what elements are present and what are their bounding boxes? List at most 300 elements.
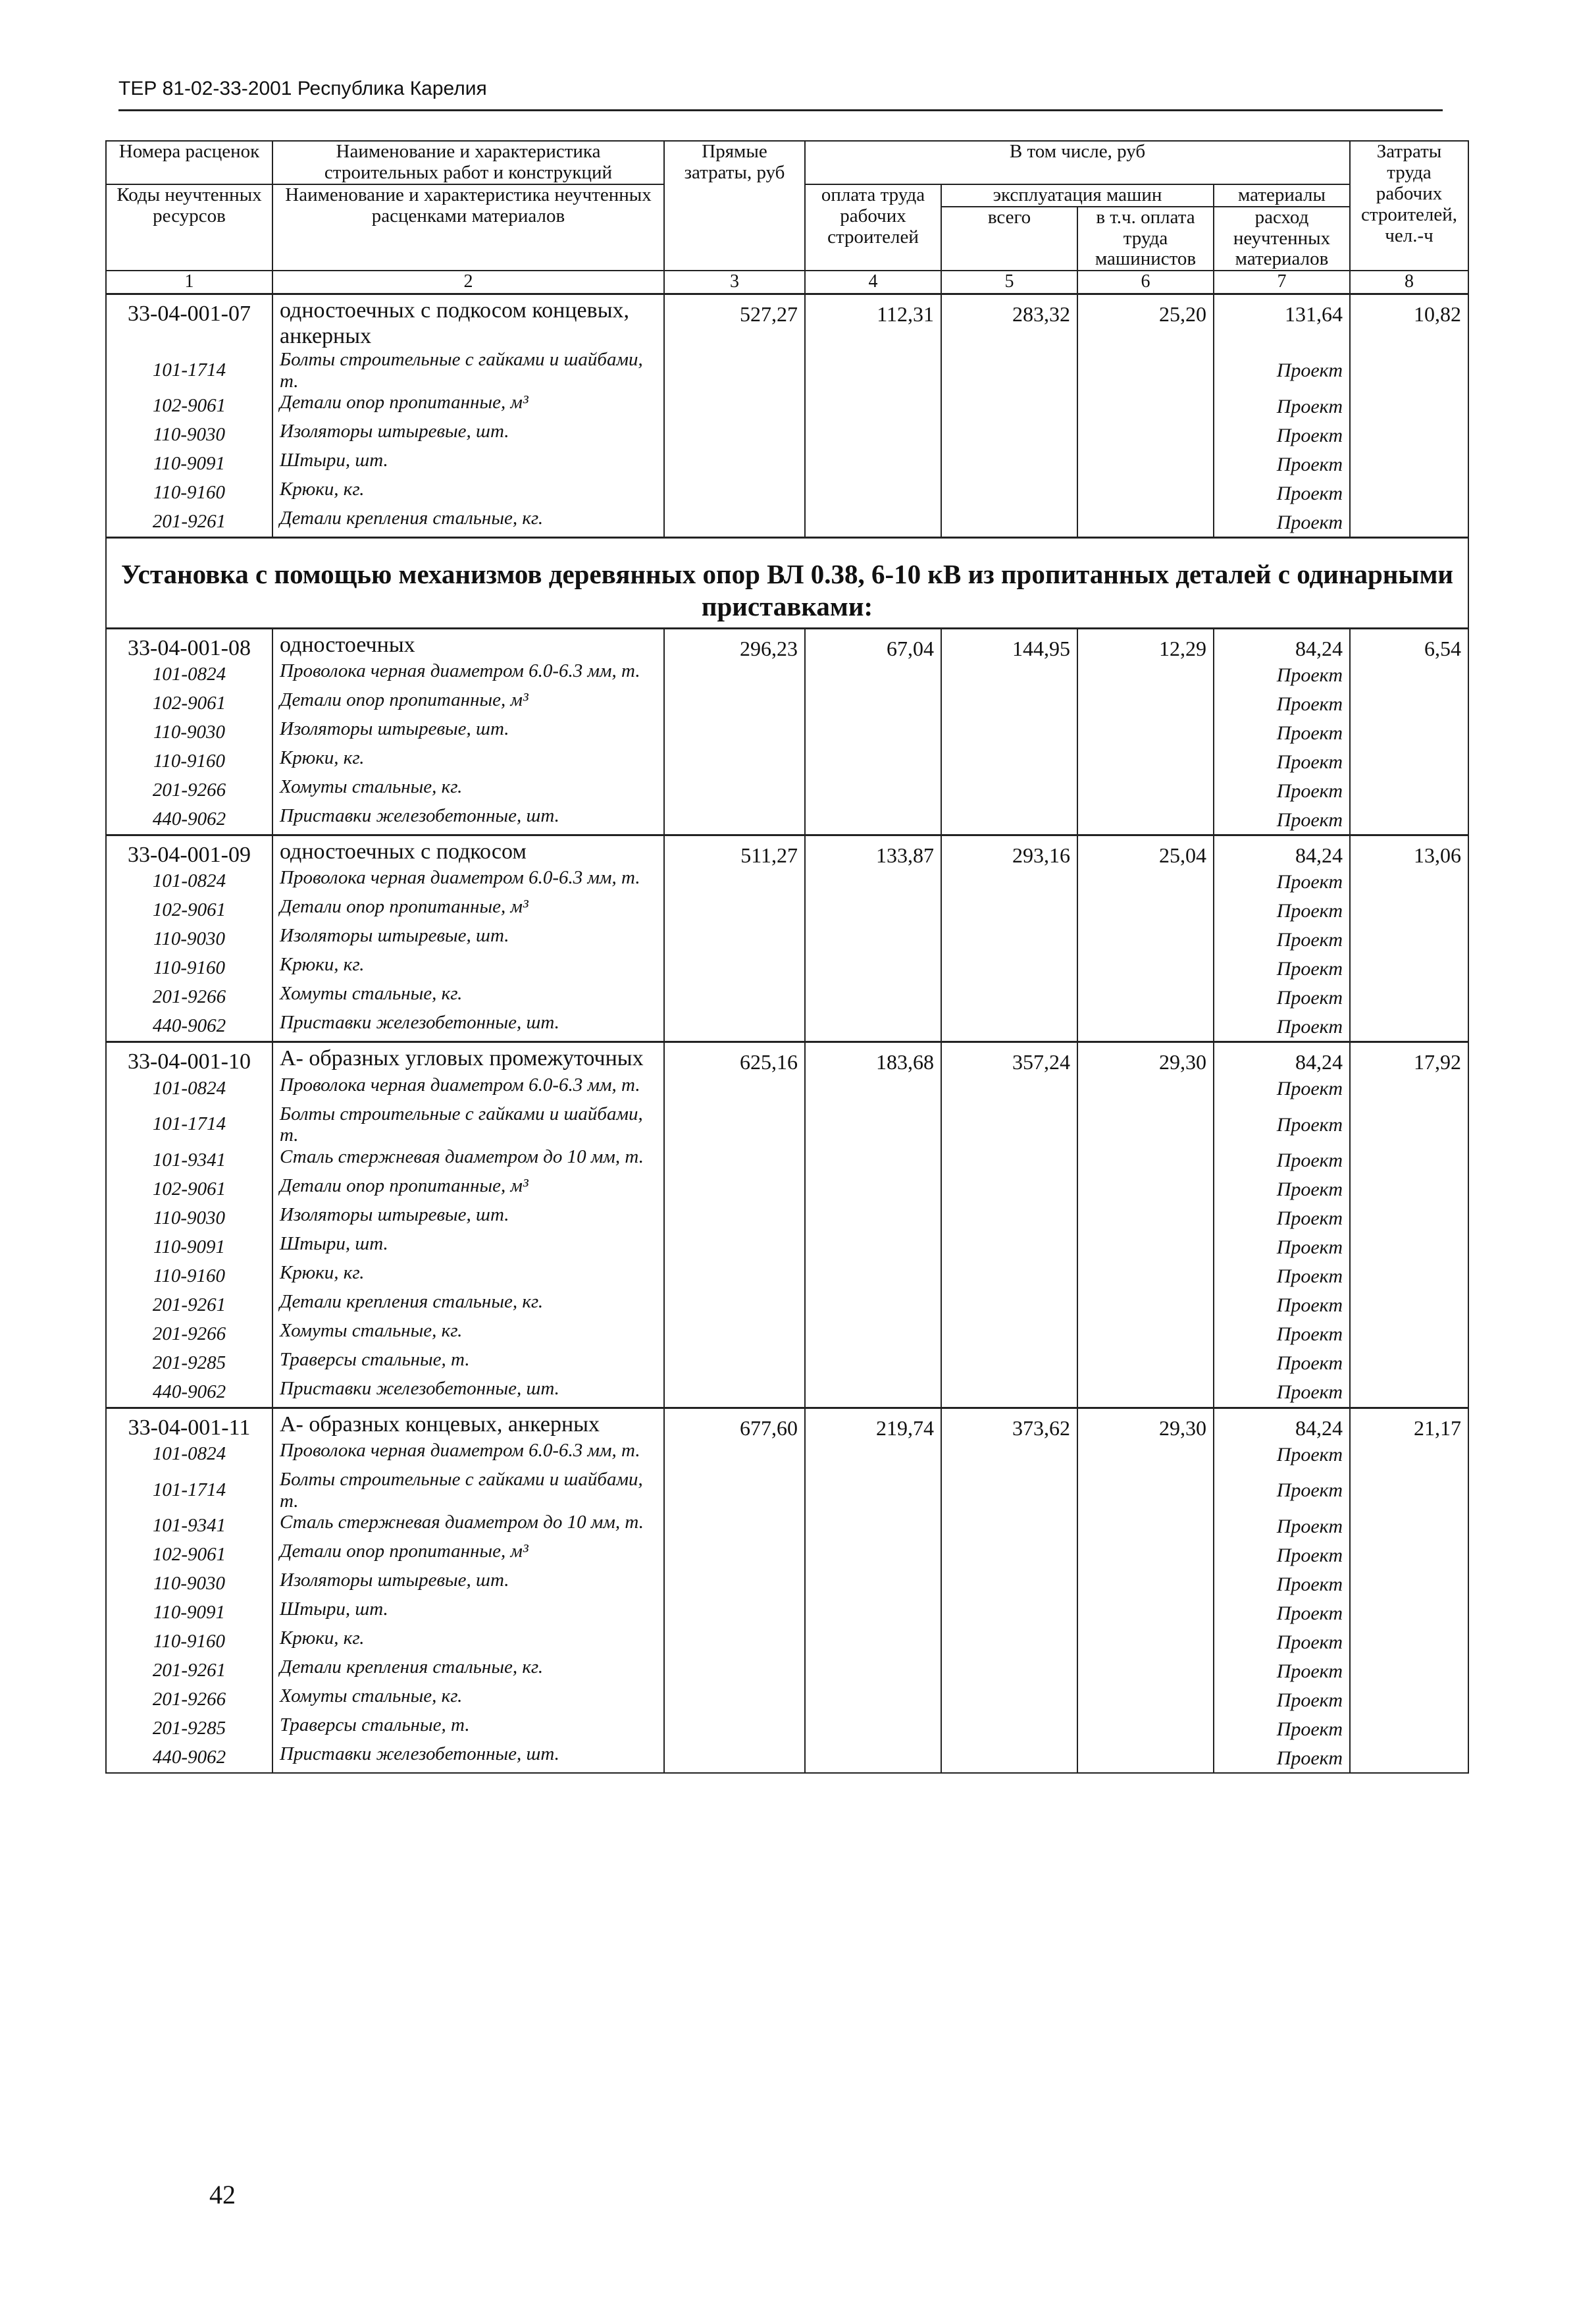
empty-cell xyxy=(1350,1146,1468,1175)
empty-cell xyxy=(1350,805,1468,835)
resource-name: Детали опор пропитанные, м³ xyxy=(272,1175,664,1204)
empty-cell xyxy=(941,747,1077,776)
empty-cell xyxy=(1077,718,1214,747)
resource-consumption: Проект xyxy=(1214,1074,1350,1103)
header-material-name: Наименование и характеристика неучтенных расценками материалов xyxy=(272,184,664,271)
resource-row xyxy=(106,508,1468,538)
empty-cell xyxy=(805,660,941,689)
resource-row xyxy=(106,1262,1468,1291)
resource-consumption: Проект xyxy=(1214,867,1350,896)
empty-cell xyxy=(1350,1320,1468,1349)
empty-cell xyxy=(1077,983,1214,1012)
empty-cell xyxy=(664,1685,805,1714)
resource-name: Штыри, шт. xyxy=(272,1598,664,1627)
empty-cell xyxy=(941,1291,1077,1320)
empty-cell xyxy=(1350,1233,1468,1262)
resource-code: 110-9160 xyxy=(106,1262,272,1291)
resource-row xyxy=(106,1320,1468,1349)
empty-cell xyxy=(941,508,1077,538)
empty-cell xyxy=(664,1233,805,1262)
empty-cell xyxy=(941,1320,1077,1349)
empty-cell xyxy=(1350,392,1468,421)
resource-code: 201-9261 xyxy=(106,508,272,538)
resource-consumption: Проект xyxy=(1214,660,1350,689)
empty-cell xyxy=(1077,867,1214,896)
header-operator-wages: в т.ч. оплата труда машинистов xyxy=(1077,207,1214,271)
empty-cell xyxy=(1077,1743,1214,1773)
empty-cell xyxy=(805,896,941,925)
table-header xyxy=(106,141,1468,294)
resource-consumption: Проект xyxy=(1214,1320,1350,1349)
empty-cell xyxy=(1077,450,1214,479)
resource-code: 101-0824 xyxy=(106,1074,272,1103)
resource-consumption: Проект xyxy=(1214,1440,1350,1469)
resource-name: Детали крепления стальные, кг. xyxy=(272,1656,664,1685)
empty-cell xyxy=(805,1627,941,1656)
resource-code: 201-9266 xyxy=(106,776,272,805)
resource-code: 102-9061 xyxy=(106,1541,272,1570)
resource-code: 110-9091 xyxy=(106,450,272,479)
labor-hours-value: 17,92 xyxy=(1350,1042,1468,1074)
empty-cell xyxy=(1350,718,1468,747)
resource-code: 101-0824 xyxy=(106,660,272,689)
empty-cell xyxy=(1077,1204,1214,1233)
empty-cell xyxy=(664,718,805,747)
resource-name: Крюки, кг. xyxy=(272,1627,664,1656)
resource-consumption: Проект xyxy=(1214,689,1350,718)
empty-cell xyxy=(805,1146,941,1175)
resource-consumption: Проект xyxy=(1214,450,1350,479)
empty-cell xyxy=(805,421,941,450)
resource-name: Детали опор пропитанные, м³ xyxy=(272,689,664,718)
empty-cell xyxy=(664,1512,805,1541)
direct-costs-value: 296,23 xyxy=(664,628,805,660)
empty-cell xyxy=(805,1685,941,1714)
resource-name: Крюки, кг. xyxy=(272,747,664,776)
resource-code: 110-9030 xyxy=(106,1204,272,1233)
resource-code: 102-9061 xyxy=(106,689,272,718)
empty-cell xyxy=(941,776,1077,805)
resource-code: 102-9061 xyxy=(106,896,272,925)
resource-name: Штыри, шт. xyxy=(272,450,664,479)
empty-cell xyxy=(805,1262,941,1291)
worker-wages-value: 219,74 xyxy=(805,1408,941,1440)
resource-name: Сталь стержневая диаметром до 10 мм, т. xyxy=(272,1512,664,1541)
resource-row xyxy=(106,1440,1468,1469)
empty-cell xyxy=(664,1146,805,1175)
resource-row xyxy=(106,421,1468,450)
resource-consumption: Проект xyxy=(1214,1349,1350,1378)
header-rate-numbers: Номера расценок xyxy=(106,141,272,184)
worker-wages-value: 67,04 xyxy=(805,628,941,660)
resource-code: 110-9030 xyxy=(106,421,272,450)
empty-cell xyxy=(805,1570,941,1598)
resource-name: Проволока черная диаметром 6.0-6.3 мм, т. xyxy=(272,867,664,896)
empty-cell xyxy=(664,450,805,479)
resource-code: 110-9091 xyxy=(106,1598,272,1627)
resource-consumption: Проект xyxy=(1214,954,1350,983)
rate-name: А- образных угловых промежуточных xyxy=(272,1042,664,1074)
column-number: 7 xyxy=(1214,271,1350,294)
empty-cell xyxy=(664,983,805,1012)
column-number: 1 xyxy=(106,271,272,294)
machines-total-value: 144,95 xyxy=(941,628,1077,660)
empty-cell xyxy=(1350,1262,1468,1291)
empty-cell xyxy=(805,718,941,747)
resource-consumption: Проект xyxy=(1214,1743,1350,1773)
header-machine-operation: эксплуатация машин xyxy=(941,184,1214,207)
empty-cell xyxy=(1350,421,1468,450)
empty-cell xyxy=(805,776,941,805)
empty-cell xyxy=(805,1656,941,1685)
empty-cell xyxy=(1077,1074,1214,1103)
empty-cell xyxy=(805,1598,941,1627)
empty-cell xyxy=(1350,1378,1468,1408)
empty-cell xyxy=(941,1378,1077,1408)
empty-cell xyxy=(805,1469,941,1512)
empty-cell xyxy=(805,954,941,983)
empty-cell xyxy=(1350,1570,1468,1598)
resource-consumption: Проект xyxy=(1214,747,1350,776)
resource-row xyxy=(106,983,1468,1012)
resource-code: 101-1714 xyxy=(106,1103,272,1146)
empty-cell xyxy=(1077,421,1214,450)
resource-row xyxy=(106,1291,1468,1320)
resource-name: Изоляторы штыревые, шт. xyxy=(272,421,664,450)
empty-cell xyxy=(1077,1469,1214,1512)
resource-consumption: Проект xyxy=(1214,1598,1350,1627)
resource-name: Проволока черная диаметром 6.0-6.3 мм, т. xyxy=(272,660,664,689)
empty-cell xyxy=(664,954,805,983)
empty-cell xyxy=(664,1627,805,1656)
resource-code: 110-9160 xyxy=(106,954,272,983)
resource-consumption: Проект xyxy=(1214,983,1350,1012)
empty-cell xyxy=(1077,1146,1214,1175)
resource-name: Крюки, кг. xyxy=(272,954,664,983)
empty-cell xyxy=(1077,1512,1214,1541)
resource-row xyxy=(106,1103,1468,1146)
empty-cell xyxy=(664,867,805,896)
empty-cell xyxy=(1077,1541,1214,1570)
empty-cell xyxy=(941,867,1077,896)
rate-name: одностоечных xyxy=(272,628,664,660)
resource-consumption: Проект xyxy=(1214,1262,1350,1291)
header-direct-costs: Прямые затраты, руб xyxy=(664,141,805,271)
resource-name: Хомуты стальные, кг. xyxy=(272,983,664,1012)
empty-cell xyxy=(805,1743,941,1773)
header-labor-hours: Затраты труда рабочих строителей, чел.-ч xyxy=(1350,141,1468,271)
page-number: 42 xyxy=(209,2180,236,2209)
empty-cell xyxy=(664,925,805,954)
header-machines-total: всего xyxy=(941,207,1077,271)
empty-cell xyxy=(805,1074,941,1103)
empty-cell xyxy=(941,1204,1077,1233)
resource-name: Детали опор пропитанные, м³ xyxy=(272,392,664,421)
empty-cell xyxy=(941,349,1077,392)
empty-cell xyxy=(941,1627,1077,1656)
empty-cell xyxy=(1350,1743,1468,1773)
empty-cell xyxy=(941,1656,1077,1685)
empty-cell xyxy=(1077,1012,1214,1042)
rate-code: 33-04-001-10 xyxy=(106,1042,272,1074)
header-including-group: В том числе, руб xyxy=(805,141,1350,184)
machines-total-value: 357,24 xyxy=(941,1042,1077,1074)
resource-consumption: Проект xyxy=(1214,1291,1350,1320)
empty-cell xyxy=(664,1714,805,1743)
direct-costs-value: 511,27 xyxy=(664,835,805,868)
resource-row xyxy=(106,479,1468,508)
resource-consumption: Проект xyxy=(1214,1570,1350,1598)
empty-cell xyxy=(664,689,805,718)
empty-cell xyxy=(941,450,1077,479)
column-number: 8 xyxy=(1350,271,1468,294)
resource-name: Изоляторы штыревые, шт. xyxy=(272,1204,664,1233)
empty-cell xyxy=(1077,1291,1214,1320)
materials-value: 84,24 xyxy=(1214,835,1350,868)
resource-code: 440-9062 xyxy=(106,1378,272,1408)
resource-row xyxy=(106,660,1468,689)
page-header-title: ТЕР 81-02-33-2001 Республика Карелия xyxy=(118,78,487,99)
empty-cell xyxy=(805,747,941,776)
empty-cell xyxy=(805,1291,941,1320)
column-number: 2 xyxy=(272,271,664,294)
empty-cell xyxy=(664,1262,805,1291)
empty-cell xyxy=(805,925,941,954)
empty-cell xyxy=(805,479,941,508)
rate-row xyxy=(106,294,1468,350)
empty-cell xyxy=(1077,392,1214,421)
empty-cell xyxy=(941,1146,1077,1175)
empty-cell xyxy=(1350,1512,1468,1541)
resource-row xyxy=(106,1714,1468,1743)
empty-cell xyxy=(664,1103,805,1146)
resource-name: Проволока черная диаметром 6.0-6.3 мм, т. xyxy=(272,1440,664,1469)
empty-cell xyxy=(805,508,941,538)
empty-cell xyxy=(1350,1291,1468,1320)
empty-cell xyxy=(1077,660,1214,689)
resource-code: 201-9266 xyxy=(106,1320,272,1349)
empty-cell xyxy=(1350,1685,1468,1714)
empty-cell xyxy=(664,1012,805,1042)
resource-code: 201-9261 xyxy=(106,1291,272,1320)
resource-consumption: Проект xyxy=(1214,1469,1350,1512)
empty-cell xyxy=(941,718,1077,747)
empty-cell xyxy=(941,1262,1077,1291)
empty-cell xyxy=(1350,747,1468,776)
empty-cell xyxy=(941,1570,1077,1598)
empty-cell xyxy=(941,1175,1077,1204)
empty-cell xyxy=(941,1440,1077,1469)
empty-cell xyxy=(941,925,1077,954)
empty-cell xyxy=(1350,1469,1468,1512)
resource-row xyxy=(106,349,1468,392)
resource-consumption: Проект xyxy=(1214,776,1350,805)
resource-row xyxy=(106,954,1468,983)
empty-cell xyxy=(1350,1204,1468,1233)
empty-cell xyxy=(805,1204,941,1233)
resource-row xyxy=(106,1378,1468,1408)
resource-name: Болты строительные с гайками и шайбами, т. xyxy=(272,1469,664,1512)
empty-cell xyxy=(664,1204,805,1233)
resource-code: 101-9341 xyxy=(106,1146,272,1175)
machines-total-value: 293,16 xyxy=(941,835,1077,868)
empty-cell xyxy=(805,1714,941,1743)
resource-name: Изоляторы штыревые, шт. xyxy=(272,1570,664,1598)
empty-cell xyxy=(1350,776,1468,805)
resource-consumption: Проект xyxy=(1214,1233,1350,1262)
materials-value: 84,24 xyxy=(1214,1408,1350,1440)
empty-cell xyxy=(805,1541,941,1570)
empty-cell xyxy=(941,1714,1077,1743)
empty-cell xyxy=(664,392,805,421)
resource-consumption: Проект xyxy=(1214,925,1350,954)
machines-total-value: 283,32 xyxy=(941,294,1077,350)
resource-row xyxy=(106,1074,1468,1103)
empty-cell xyxy=(664,1541,805,1570)
empty-cell xyxy=(664,1598,805,1627)
empty-cell xyxy=(1350,1349,1468,1378)
rate-code: 33-04-001-08 xyxy=(106,628,272,660)
resource-name: Траверсы стальные, т. xyxy=(272,1349,664,1378)
empty-cell xyxy=(941,1074,1077,1103)
resource-name: Изоляторы штыревые, шт. xyxy=(272,718,664,747)
resource-row xyxy=(106,1469,1468,1512)
empty-cell xyxy=(941,660,1077,689)
resource-row xyxy=(106,1233,1468,1262)
resource-row xyxy=(106,805,1468,835)
header-resource-codes: Коды неучтенных ресурсов xyxy=(106,184,272,271)
empty-cell xyxy=(664,1074,805,1103)
table-body xyxy=(106,294,1468,1773)
operator-wages-value: 29,30 xyxy=(1077,1408,1214,1440)
column-number: 5 xyxy=(941,271,1077,294)
empty-cell xyxy=(664,896,805,925)
worker-wages-value: 183,68 xyxy=(805,1042,941,1074)
rates-table xyxy=(105,140,1469,1774)
resource-name: Болты строительные с гайками и шайбами, т. xyxy=(272,1103,664,1146)
rate-row xyxy=(106,835,1468,868)
resource-row xyxy=(106,1685,1468,1714)
empty-cell xyxy=(805,1378,941,1408)
empty-cell xyxy=(805,1103,941,1146)
resource-code: 102-9061 xyxy=(106,392,272,421)
empty-cell xyxy=(941,479,1077,508)
rate-code: 33-04-001-07 xyxy=(106,294,272,350)
header-unaccounted-materials: расход неучтенных материалов xyxy=(1214,207,1350,271)
empty-cell xyxy=(664,1440,805,1469)
empty-cell xyxy=(1077,1598,1214,1627)
column-number: 6 xyxy=(1077,271,1214,294)
materials-value: 84,24 xyxy=(1214,1042,1350,1074)
resource-code: 110-9160 xyxy=(106,479,272,508)
empty-cell xyxy=(1350,925,1468,954)
resource-name: Приставки железобетонные, шт. xyxy=(272,805,664,835)
resource-row xyxy=(106,718,1468,747)
empty-cell xyxy=(1077,1320,1214,1349)
empty-cell xyxy=(1077,776,1214,805)
empty-cell xyxy=(1350,1175,1468,1204)
resource-code: 101-1714 xyxy=(106,349,272,392)
resource-name: Приставки железобетонные, шт. xyxy=(272,1743,664,1773)
empty-cell xyxy=(1350,349,1468,392)
empty-cell xyxy=(1350,1627,1468,1656)
empty-cell xyxy=(1350,1541,1468,1570)
empty-cell xyxy=(805,689,941,718)
rate-name: А- образных концевых, анкерных xyxy=(272,1408,664,1440)
resource-name: Хомуты стальные, кг. xyxy=(272,1320,664,1349)
resource-row xyxy=(106,925,1468,954)
resource-code: 201-9266 xyxy=(106,983,272,1012)
resource-name: Крюки, кг. xyxy=(272,1262,664,1291)
resource-consumption: Проект xyxy=(1214,1656,1350,1685)
empty-cell xyxy=(1350,450,1468,479)
direct-costs-value: 527,27 xyxy=(664,294,805,350)
resource-row xyxy=(106,1012,1468,1042)
resource-consumption: Проект xyxy=(1214,896,1350,925)
empty-cell xyxy=(1350,1074,1468,1103)
empty-cell xyxy=(1350,1656,1468,1685)
resource-row xyxy=(106,896,1468,925)
rate-name: одностоечных с подкосом концевых, анкерных xyxy=(272,294,664,350)
resource-name: Хомуты стальные, кг. xyxy=(272,1685,664,1714)
header-rule xyxy=(118,109,1443,111)
empty-cell xyxy=(1077,954,1214,983)
empty-cell xyxy=(1077,1685,1214,1714)
header-materials: материалы xyxy=(1214,184,1350,207)
labor-hours-value: 10,82 xyxy=(1350,294,1468,350)
empty-cell xyxy=(1350,867,1468,896)
empty-cell xyxy=(1077,747,1214,776)
empty-cell xyxy=(1077,479,1214,508)
column-number: 4 xyxy=(805,271,941,294)
resource-consumption: Проект xyxy=(1214,1541,1350,1570)
resource-code: 110-9030 xyxy=(106,718,272,747)
empty-cell xyxy=(1350,479,1468,508)
resource-row xyxy=(106,689,1468,718)
resource-code: 110-9030 xyxy=(106,1570,272,1598)
resource-name: Детали крепления стальные, кг. xyxy=(272,508,664,538)
empty-cell xyxy=(941,805,1077,835)
labor-hours-value: 6,54 xyxy=(1350,628,1468,660)
empty-cell xyxy=(664,1175,805,1204)
empty-cell xyxy=(941,1541,1077,1570)
empty-cell xyxy=(941,689,1077,718)
empty-cell xyxy=(664,660,805,689)
machines-total-value: 373,62 xyxy=(941,1408,1077,1440)
empty-cell xyxy=(941,1598,1077,1627)
empty-cell xyxy=(941,421,1077,450)
empty-cell xyxy=(664,805,805,835)
empty-cell xyxy=(1350,660,1468,689)
empty-cell xyxy=(941,896,1077,925)
empty-cell xyxy=(805,1233,941,1262)
empty-cell xyxy=(1077,508,1214,538)
resource-name: Траверсы стальные, т. xyxy=(272,1714,664,1743)
resource-consumption: Проект xyxy=(1214,805,1350,835)
empty-cell xyxy=(1077,1103,1214,1146)
resource-consumption: Проект xyxy=(1214,1103,1350,1146)
resource-name: Детали опор пропитанные, м³ xyxy=(272,1541,664,1570)
empty-cell xyxy=(1077,925,1214,954)
resource-row xyxy=(106,1541,1468,1570)
resource-row xyxy=(106,1570,1468,1598)
empty-cell xyxy=(941,1512,1077,1541)
resource-code: 101-0824 xyxy=(106,1440,272,1469)
resource-row xyxy=(106,1512,1468,1541)
empty-cell xyxy=(1077,1440,1214,1469)
empty-cell xyxy=(805,983,941,1012)
resource-consumption: Проект xyxy=(1214,1512,1350,1541)
